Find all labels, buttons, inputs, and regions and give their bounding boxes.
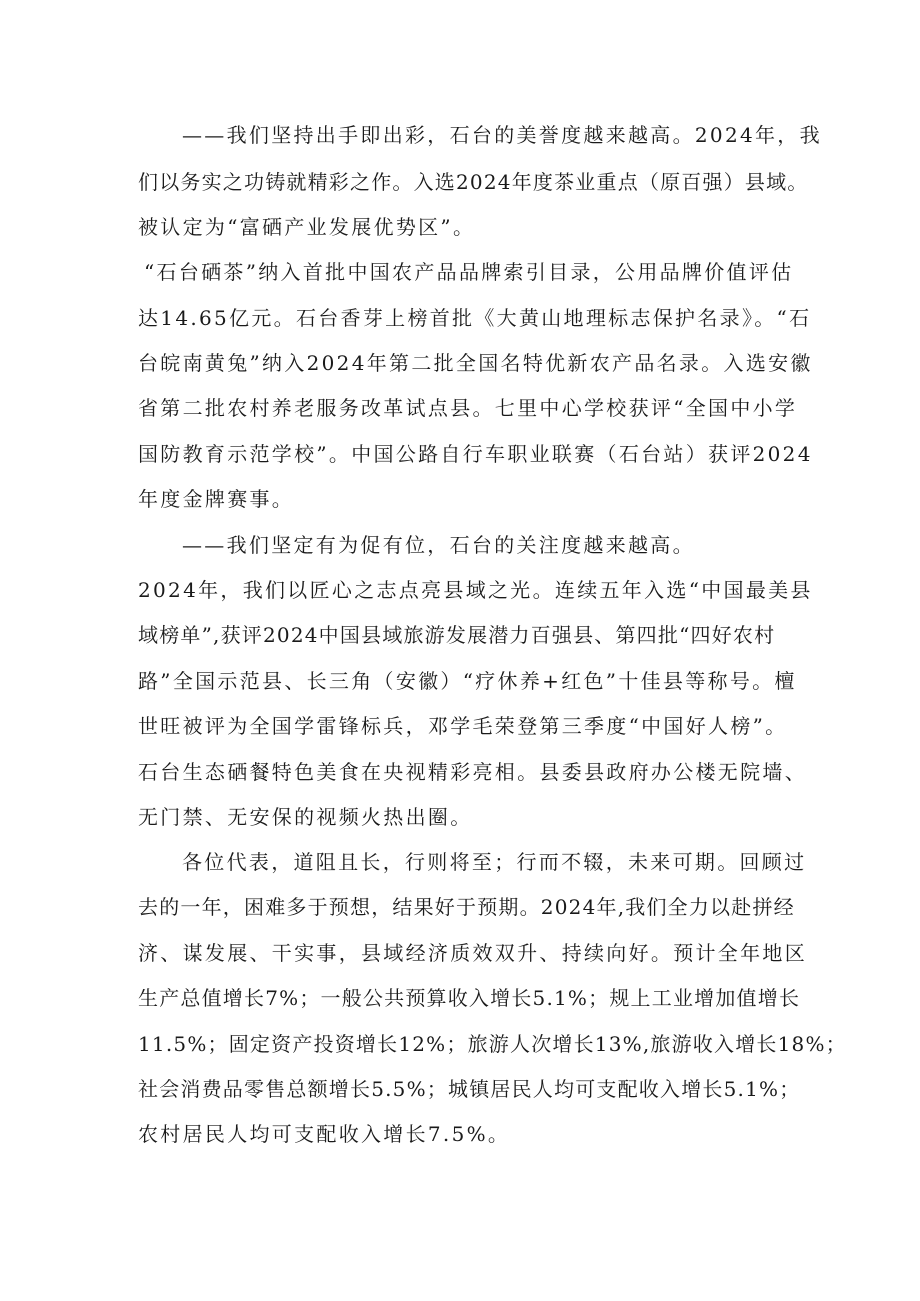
text-line: 路”全国示范县、长三角（安徽）“疗休养+红色”十佳县等称号。檀 (138, 669, 797, 693)
text-line: “石台硒茶”纳入首批中国农产品品牌索引目录，公用品牌价值评估 (144, 260, 794, 284)
text-line: 被认定为“富硒产业发展优势区”。 (138, 215, 476, 239)
text-line: 们以务实之功铸就精彩之作。入选2024年度茶业重点（原百强）县域。 (138, 170, 809, 194)
text-line: 年度金牌赛事。 (138, 487, 295, 511)
text-line: ——我们坚持出手即出彩，石台的美誉度越来越高。2024年，我 (182, 123, 822, 147)
text-line: 台皖南黄兔”纳入2024年第二批全国名特优新农产品名录。入选安徽 (138, 351, 813, 375)
text-line: 去的一年，困难多于预想，结果好于预期。2024年,我们全力以赴拼经 (138, 895, 795, 919)
text-line: 各位代表，道阻且长，行则将至；行而不辍，未来可期。回顾过 (182, 850, 807, 874)
text-line: 11.5%；固定资产投资增长12%；旅游人次增长13%,旅游收入增长18%； (138, 1032, 847, 1056)
text-line: 农村居民人均可支配收入增长7.5%。 (138, 1122, 511, 1146)
text-line: 生产总值增长7%；一般公共预算收入增长5.1%；规上工业增加值增长 (138, 986, 801, 1010)
text-line: 无门禁、无安保的视频火热出圈。 (138, 805, 473, 829)
text-line: 域榜单”,获评2024中国县域旅游发展潜力百强县、第四批“四好农村 (138, 623, 776, 647)
text-line: 2024年，我们以匠心之志点亮县域之光。连续五年入选“中国最美县 (138, 578, 813, 602)
text-line: 济、谋发展、干实事，县域经济质效双升、持续向好。预计全年地区 (138, 941, 807, 965)
text-line: 世旺被评为全国学雷锋标兵，邓学毛荣登第三季度“中国好人榜”。 (138, 714, 788, 738)
text-line: 国防教育示范学校”。中国公路自行车职业联赛（石台站）获评2024 (138, 442, 813, 466)
text-line: 达14.65亿元。石台香芽上榜首批《大黄山地理标志保护名录》。“石 (138, 306, 812, 330)
text-line: ——我们坚定有为促有位，石台的关注度越来越高。 (182, 533, 695, 557)
text-line: 省第二批农村养老服务改革试点县。七里中心学校获评“全国中小学 (138, 396, 798, 420)
text-line: 社会消费品零售总额增长5.5%；城镇居民人均可支配收入增长5.1%； (138, 1077, 801, 1101)
text-line: 石台生态硒餐特色美食在央视精彩亮相。县委县政府办公楼无院墙、 (138, 760, 807, 784)
